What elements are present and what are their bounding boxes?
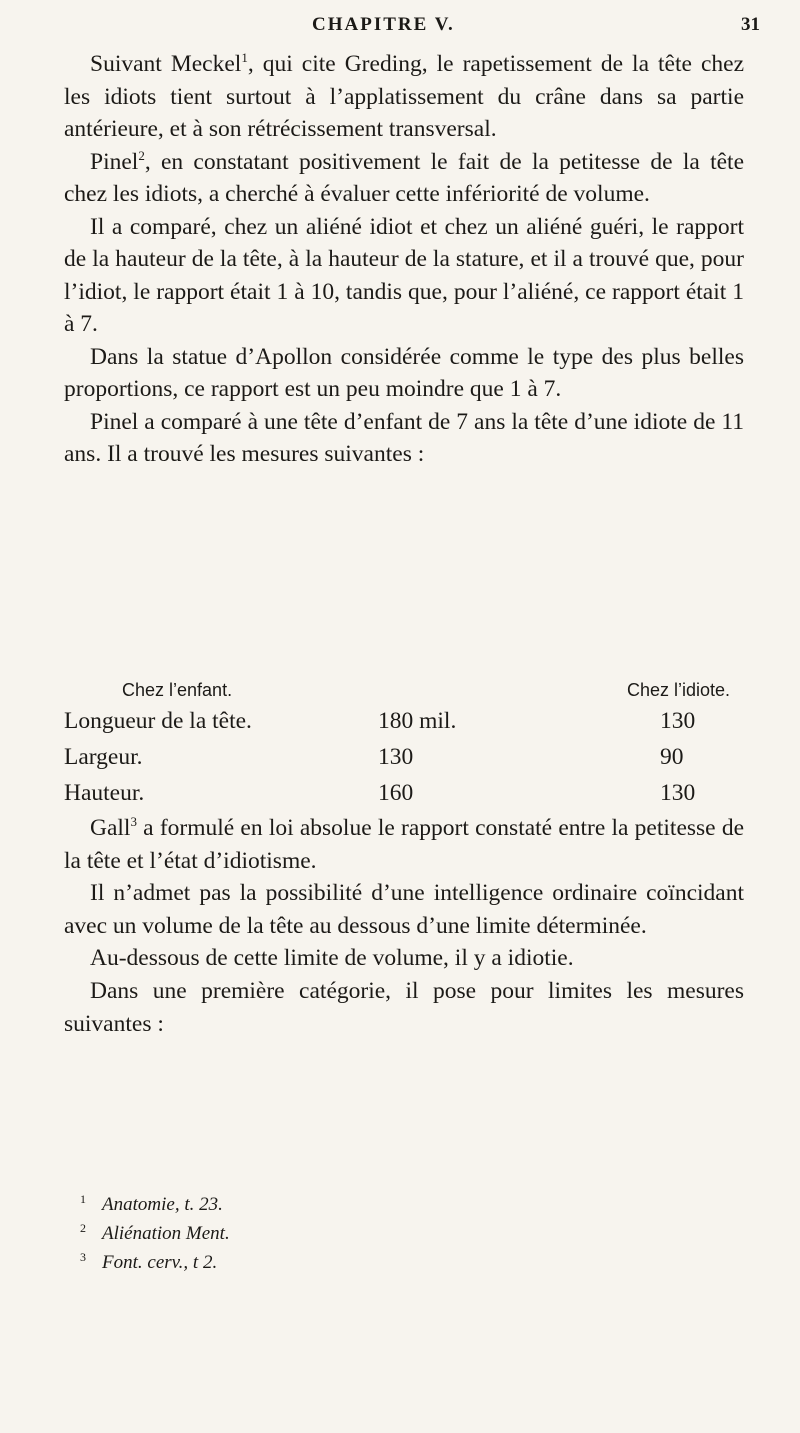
cell-idiot-value: 130: [660, 780, 696, 806]
table-row: [64, 780, 744, 816]
table-header: [64, 680, 744, 708]
cell-child-value: 130: [378, 744, 414, 770]
paragraph-text: Au-dessous de cette limite de volume, il y a idiotie.: [90, 945, 574, 972]
body-text-top: [64, 48, 744, 471]
footnote: [64, 1219, 744, 1248]
paragraph-text: , qui cite Greding, le rapetissement de la tête chez les idiots tient surtout à l’applatissement du crâne dans sa partie antérieure, et à son rétrécissement transversal.: [64, 51, 745, 142]
footnote: [64, 1248, 744, 1277]
footnotes: [64, 1190, 744, 1277]
paragraph: [64, 975, 744, 1040]
paragraph-text: Il n’admet pas la possibilité d’une intelligence ordinaire coïncidant avec un volume de la tête au dessous d’une limite déterminée.: [64, 880, 744, 939]
cell-child-value: 180 mil.: [378, 708, 457, 734]
row-label: Largeur.: [64, 744, 143, 770]
footnote-text: Aliénation Ment.: [102, 1223, 230, 1244]
footnote-mark: 1: [80, 1192, 86, 1206]
chapter-title: CHAPITRE V.: [312, 14, 455, 35]
footnote-text: Anatomie, t. 23.: [102, 1194, 223, 1215]
paragraph-text: Suivant Meckel: [90, 51, 242, 77]
paragraph: [64, 341, 744, 406]
paragraph: [64, 942, 744, 975]
paragraph: [64, 406, 744, 471]
paragraph-text: , en constatant positivement le fait de la petitesse de la tête chez les idiots, a cherché à évaluer cette infériorité de volume.: [64, 148, 744, 207]
cell-idiot-value: 90: [660, 744, 684, 770]
footnote-ref: 1: [241, 50, 248, 66]
footnote-mark: 3: [80, 1250, 86, 1264]
footnote-text: Font. cerv., t 2.: [102, 1252, 218, 1273]
running-header: [0, 14, 800, 44]
paragraph: [64, 812, 744, 877]
paragraph-text: Dans une première catégorie, il pose pour limites les mesures suivantes :: [64, 977, 744, 1037]
cell-child-value: 160: [378, 780, 414, 806]
paragraph-text: a formulé en loi absolue le rapport constaté entre la petitesse de la tête et l’état d’idiotisme.: [64, 815, 744, 874]
paragraph-text: Gall: [90, 815, 131, 841]
measurements-table: [64, 680, 744, 816]
column-header-child: Chez l’enfant.: [122, 680, 233, 700]
footnote-ref: 3: [130, 814, 137, 830]
column-header-idiot: Chez l’idiote.: [627, 680, 731, 700]
paragraph: [64, 48, 744, 146]
cell-idiot-value: 130: [660, 708, 696, 734]
paragraph-text: Dans la statue d’Apollon considérée comme le type des plus belles proportions, ce rapport est un peu moindre que 1 à 7.: [64, 343, 744, 402]
page-number: 31: [741, 14, 760, 35]
footnote-mark: 2: [80, 1221, 86, 1235]
paragraph-text: Pinel: [90, 148, 139, 175]
paragraph: [64, 146, 744, 211]
table-row: [64, 744, 744, 780]
paragraph-text: Il a comparé, chez un aliéné idiot et chez un aliéné guéri, le rapport de la hauteur de la tête, à la hauteur de la stature, et il a trouvé que, pour l’idiot, le rapport était 1 à 10, tandis que, pour l’aliéné, ce rapport était 1 à 7.: [64, 213, 744, 337]
row-label: Hauteur.: [64, 780, 145, 806]
paragraph: [64, 211, 744, 341]
paragraph-text: Pinel a comparé à une tête d’enfant de 7 ans la tête d’une idiote de 11 ans. Il a trouvé les mesures suivantes :: [64, 408, 744, 467]
row-label: Longueur de la tête.: [64, 708, 252, 734]
footnote-ref: 2: [138, 147, 145, 163]
footnote: [64, 1190, 744, 1219]
table-row: [64, 708, 744, 744]
paragraph: [64, 877, 744, 942]
body-text-bottom: [64, 812, 744, 1040]
